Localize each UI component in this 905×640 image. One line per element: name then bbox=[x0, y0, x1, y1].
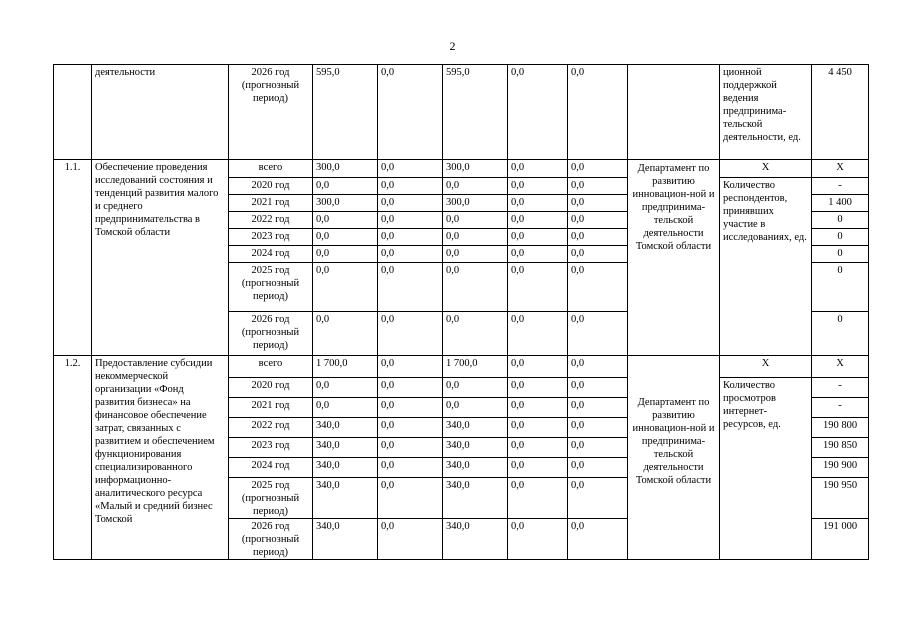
indicator-total: Х bbox=[720, 356, 812, 378]
budget-value: 0,0 bbox=[568, 65, 628, 160]
budget-value: 300,0 bbox=[443, 160, 508, 178]
budget-value: 1 700,0 bbox=[443, 356, 508, 378]
budget-value: 0,0 bbox=[568, 229, 628, 246]
period-label: 2021 год bbox=[229, 398, 313, 418]
budget-value: 0,0 bbox=[378, 229, 443, 246]
budget-value: 0,0 bbox=[508, 356, 568, 378]
budget-value: 340,0 bbox=[313, 478, 378, 519]
budget-value: 0,0 bbox=[508, 212, 568, 229]
budget-value: 0,0 bbox=[508, 418, 568, 438]
budget-value: 0,0 bbox=[568, 378, 628, 398]
activity-name: Обеспечение проведения исследований состояния и тенденций развития малого и среднего предпринимательства в Томской области bbox=[92, 160, 229, 356]
budget-value: 0,0 bbox=[313, 212, 378, 229]
period-label: 2023 год bbox=[229, 438, 313, 458]
indicator-name: ционной поддержкой ведения предпринима-тельской деятельности, ед. bbox=[720, 65, 812, 160]
budget-value: 0,0 bbox=[508, 65, 568, 160]
budget-value: 1 700,0 bbox=[313, 356, 378, 378]
indicator-value: Х bbox=[812, 160, 869, 178]
budget-value: 340,0 bbox=[313, 418, 378, 438]
budget-value: 0,0 bbox=[313, 178, 378, 195]
indicator-name: Количество просмотров интернет-ресурсов, ед. bbox=[720, 378, 812, 560]
indicator-value: 0 bbox=[812, 229, 869, 246]
budget-value: 0,0 bbox=[508, 398, 568, 418]
budget-value: 340,0 bbox=[443, 438, 508, 458]
budget-value: 300,0 bbox=[313, 160, 378, 178]
department bbox=[628, 356, 720, 560]
activity-name: деятельности bbox=[92, 65, 229, 160]
budget-value: 0,0 bbox=[508, 519, 568, 560]
indicator-value: - bbox=[812, 398, 869, 418]
budget-value: 0,0 bbox=[568, 519, 628, 560]
indicator-value: 190 950 bbox=[812, 478, 869, 519]
indicator-value: - bbox=[812, 178, 869, 195]
budget-value: 340,0 bbox=[443, 418, 508, 438]
indicator-value: 0 bbox=[812, 263, 869, 312]
budget-value: 0,0 bbox=[443, 246, 508, 263]
budget-value: 0,0 bbox=[313, 378, 378, 398]
budget-value: 0,0 bbox=[568, 418, 628, 438]
period-label: 2026 год (прогнозный период) bbox=[229, 312, 313, 356]
indicator-value: 190 800 bbox=[812, 418, 869, 438]
budget-value: 0,0 bbox=[568, 356, 628, 378]
budget-value: 0,0 bbox=[508, 458, 568, 478]
activity-name: Предоставление субсидии некоммерческой организации «Фонд развития бизнеса» на финансовое обеспечение затрат, связанных с развитием и обеспечением функционирования специализированного информационно-аналитического ресурса «Малый и средний бизнес Томской bbox=[92, 356, 229, 560]
period-label: 2020 год bbox=[229, 178, 313, 195]
budget-value: 340,0 bbox=[443, 458, 508, 478]
budget-value: 0,0 bbox=[443, 398, 508, 418]
indicator-value: - bbox=[812, 378, 869, 398]
page-number: 2 bbox=[449, 39, 456, 53]
budget-value: 0,0 bbox=[508, 312, 568, 356]
budget-value: 300,0 bbox=[443, 195, 508, 212]
indicator-value: 0 bbox=[812, 212, 869, 229]
row-number: 1.2. bbox=[54, 356, 92, 560]
budget-value: 0,0 bbox=[508, 378, 568, 398]
period-label: всего bbox=[229, 356, 313, 378]
department-name: Департамент по развитию инновацион-ной и предпринима-тельской деятельности Томской области bbox=[632, 163, 715, 252]
period-label: 2024 год bbox=[229, 246, 313, 263]
budget-value: 0,0 bbox=[313, 229, 378, 246]
budget-value: 0,0 bbox=[378, 398, 443, 418]
budget-value: 0,0 bbox=[568, 212, 628, 229]
budget-value: 0,0 bbox=[443, 229, 508, 246]
budget-value: 340,0 bbox=[313, 458, 378, 478]
row-number: 1.1. bbox=[54, 160, 92, 356]
budget-value: 0,0 bbox=[378, 212, 443, 229]
budget-value: 0,0 bbox=[443, 178, 508, 195]
budget-value: 0,0 bbox=[568, 478, 628, 519]
budget-value: 595,0 bbox=[443, 65, 508, 160]
budget-value: 0,0 bbox=[378, 263, 443, 312]
indicator-value: 191 000 bbox=[812, 519, 869, 560]
budget-value: 0,0 bbox=[508, 246, 568, 263]
indicator-value: 0 bbox=[812, 246, 869, 263]
budget-value: 0,0 bbox=[508, 178, 568, 195]
budget-value: 0,0 bbox=[378, 378, 443, 398]
budget-value: 0,0 bbox=[313, 246, 378, 263]
period-label: 2026 год (прогнозный период) bbox=[229, 519, 313, 560]
budget-value: 0,0 bbox=[378, 160, 443, 178]
budget-value: 595,0 bbox=[313, 65, 378, 160]
indicator-name: Количество респондентов, принявших участие в исследованиях, ед. bbox=[720, 178, 812, 356]
budget-value: 0,0 bbox=[443, 263, 508, 312]
budget-value: 0,0 bbox=[568, 312, 628, 356]
indicator-total: Х bbox=[720, 160, 812, 178]
budget-value: 0,0 bbox=[378, 195, 443, 212]
budget-value: 340,0 bbox=[313, 519, 378, 560]
budget-value: 0,0 bbox=[378, 178, 443, 195]
budget-value: 340,0 bbox=[313, 438, 378, 458]
table-row bbox=[54, 356, 869, 378]
period-label: 2025 год (прогнозный период) bbox=[229, 478, 313, 519]
budget-value: 0,0 bbox=[378, 418, 443, 438]
row-number bbox=[54, 65, 92, 160]
indicator-value: 4 450 bbox=[812, 65, 869, 160]
budget-value: 0,0 bbox=[508, 478, 568, 519]
budget-value: 340,0 bbox=[443, 478, 508, 519]
budget-value: 0,0 bbox=[378, 356, 443, 378]
budget-value: 0,0 bbox=[313, 312, 378, 356]
indicator-value: 0 bbox=[812, 312, 869, 356]
period-label: 2021 год bbox=[229, 195, 313, 212]
program-table bbox=[53, 64, 869, 560]
budget-value: 0,0 bbox=[443, 312, 508, 356]
period-label: 2024 год bbox=[229, 458, 313, 478]
budget-value: 0,0 bbox=[568, 458, 628, 478]
budget-value: 0,0 bbox=[508, 229, 568, 246]
budget-value: 0,0 bbox=[313, 398, 378, 418]
department bbox=[628, 160, 720, 356]
budget-value: 0,0 bbox=[568, 398, 628, 418]
period-label: 2022 год bbox=[229, 418, 313, 438]
period-label: 2023 год bbox=[229, 229, 313, 246]
budget-value: 0,0 bbox=[508, 438, 568, 458]
indicator-value: 1 400 bbox=[812, 195, 869, 212]
table-row bbox=[54, 160, 869, 178]
budget-value: 0,0 bbox=[508, 160, 568, 178]
table-row bbox=[54, 65, 869, 160]
budget-value: 0,0 bbox=[508, 195, 568, 212]
budget-value: 0,0 bbox=[378, 519, 443, 560]
period-label: 2020 год bbox=[229, 378, 313, 398]
budget-value: 0,0 bbox=[378, 312, 443, 356]
budget-value: 300,0 bbox=[313, 195, 378, 212]
budget-value: 340,0 bbox=[443, 519, 508, 560]
period-label: всего bbox=[229, 160, 313, 178]
indicator-value: 190 900 bbox=[812, 458, 869, 478]
budget-value: 0,0 bbox=[568, 438, 628, 458]
budget-value: 0,0 bbox=[443, 212, 508, 229]
budget-value: 0,0 bbox=[378, 246, 443, 263]
period-label: 2026 год (прогнозный период) bbox=[229, 65, 313, 160]
indicator-value: 190 850 bbox=[812, 438, 869, 458]
period-label: 2022 год bbox=[229, 212, 313, 229]
budget-value: 0,0 bbox=[568, 263, 628, 312]
budget-value: 0,0 bbox=[508, 263, 568, 312]
budget-value: 0,0 bbox=[313, 263, 378, 312]
department-name: Департамент по развитию инновацион-ной и предпринима-тельской деятельности Томской области bbox=[632, 397, 715, 486]
budget-value: 0,0 bbox=[568, 178, 628, 195]
budget-value: 0,0 bbox=[378, 478, 443, 519]
budget-value: 0,0 bbox=[378, 458, 443, 478]
budget-value: 0,0 bbox=[568, 195, 628, 212]
budget-value: 0,0 bbox=[378, 65, 443, 160]
budget-value: 0,0 bbox=[568, 246, 628, 263]
budget-value: 0,0 bbox=[378, 438, 443, 458]
period-label: 2025 год (прогнозный период) bbox=[229, 263, 313, 312]
department bbox=[628, 65, 720, 160]
indicator-value: Х bbox=[812, 356, 869, 378]
budget-value: 0,0 bbox=[443, 378, 508, 398]
budget-value: 0,0 bbox=[568, 160, 628, 178]
